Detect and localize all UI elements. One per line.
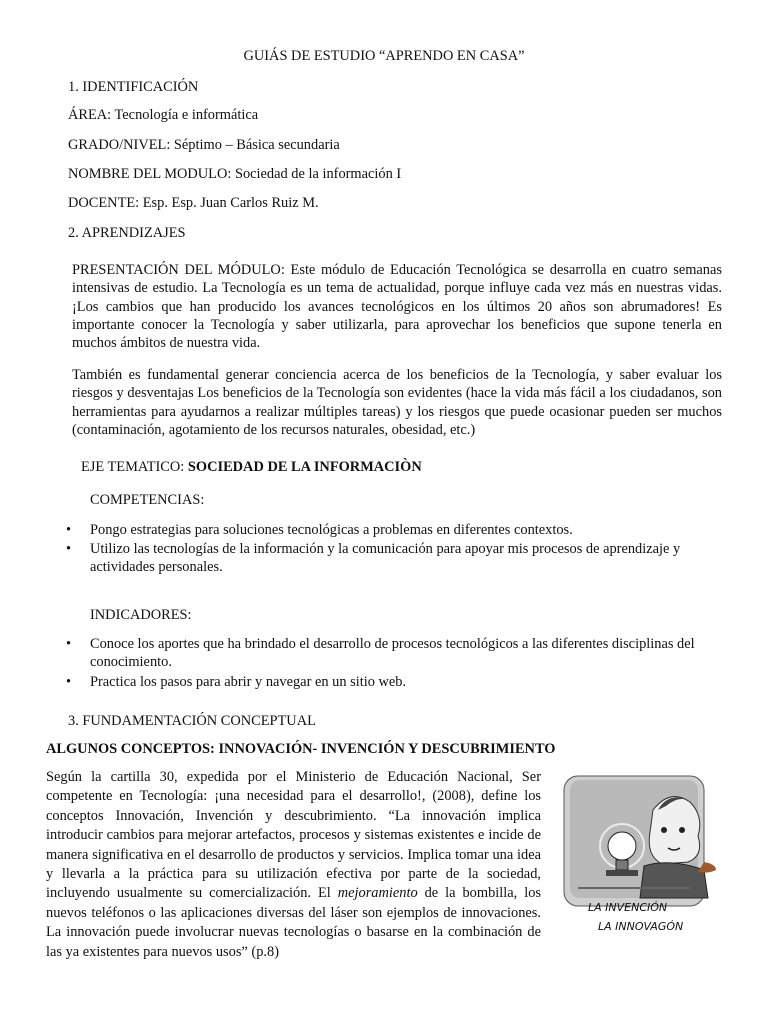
list-item: [66, 540, 726, 576]
bullet-icon: •: [66, 522, 72, 538]
inventor-lightbulb-illustration: [558, 770, 722, 940]
conceptos-heading: ALGUNOS CONCEPTOS: INNOVACIÓN- INVENCIÓN Y DESCUBRIMIENTO: [46, 741, 556, 757]
section-fundamentacion: 3. FUNDAMENTACIÓN CONCEPTUAL: [68, 713, 316, 729]
eje-tematico: [81, 458, 422, 476]
section-identificacion: 1. IDENTIFICACIÓN: [68, 79, 199, 95]
eje-value: SOCIEDAD DE LA INFORMACIÒN: [187, 459, 422, 475]
concept-emphasis: mejoramiento: [337, 885, 418, 902]
area-line: ÁREA: Tecnología e informática: [68, 107, 259, 123]
bullet-icon: •: [66, 541, 72, 557]
concept-text-2: de la bombilla, los nuevos teléfonos o las aplicaciones diversas del láser son ejemplos de innovaciones. La innovación puede involucrar nuevas tecnologías o basarse en la combinación de las ya existentes para nuevos usos” (p.8): [46, 885, 541, 960]
page-title: GUIÁS DE ESTUDIO “APRENDO EN CASA”: [243, 48, 525, 64]
caption-innovacion: LA INNOVAGÓN: [598, 920, 684, 933]
competencia-text: Utilizo las tecnologías de la información y la comunicación para apoyar mis procesos de aprendizaje y actividades personales.: [90, 541, 681, 575]
modulo-line: NOMBRE DEL MODULO: Sociedad de la información I: [68, 166, 402, 182]
docente-line: DOCENTE: Esp. Esp. Juan Carlos Ruiz M.: [68, 195, 319, 211]
competencias-title: COMPETENCIAS:: [90, 492, 205, 508]
caption-invencion: LA INVENCIÓN: [588, 901, 668, 914]
list-item: [66, 673, 726, 691]
indicador-text: Practica los pasos para abrir y navegar en un sitio web.: [90, 674, 407, 690]
presentacion-paragraph: PRESENTACIÓN DEL MÓDULO: Este módulo de Educación Tecnológica se desarrolla en cuatro semanas intensivas de estudio. La Tecnología es un tema de actualidad, porque influye cada vez más en nuestras vidas. ¡Los cambios que han producido los avances tecnológicos en los últimos 20 años son abrumadores! Es importante conocer la Tecnología y saber utilizarla, para aprovechar los beneficios que supone tenerla en muchos ámbitos de nuestra vida.: [72, 262, 722, 352]
eje-label: EJE TEMATICO:: [81, 459, 188, 475]
indicadores-title: INDICADORES:: [90, 607, 192, 623]
list-item: [66, 635, 726, 671]
section-aprendizajes: 2. APRENDIZAJES: [68, 225, 186, 241]
list-item: [66, 521, 726, 539]
tambien-paragraph: También es fundamental generar conciencia acerca de los beneficios de la Tecnología, y saber evaluar los riesgos y desventajas Los beneficios de la Tecnología son evidentes (hace la vida más fácil a los ciudadanos, son herramientas para ayudarnos a realizar múltiples tareas) y los riesgos que puede ocasionar pueden ser muchos (contaminación, agotamiento de los recursos naturales, obesidad, etc.): [72, 367, 722, 438]
grado-line: GRADO/NIVEL: Séptimo – Básica secundaria: [68, 137, 340, 153]
bullet-icon: •: [66, 636, 72, 652]
bullet-icon: •: [66, 674, 72, 690]
indicador-text: Conoce los aportes que ha brindado el desarrollo de procesos tecnológicos a las diferentes disciplinas del conocimiento.: [90, 636, 695, 670]
illustration-drawing: [558, 770, 722, 940]
competencia-text: Pongo estrategias para soluciones tecnológicas a problemas en diferentes contextos.: [90, 522, 573, 538]
concept-text-1: Según la cartilla 30, expedida por el Ministerio de Educación Nacional, Ser competente en Tecnología: ¡una necesidad para el desarrollo!, (2008), define los conceptos Innovación, Invención y descubrimiento. “La innovación implica introducir cambios para mejorar artefactos, procesos y sistemas existentes e incide de manera significativa en el desarrollo de productos y servicios. Implica tomar una idea y llevarla a la práctica para su utilización efectiva por parte de la sociedad, incluyendo usualmente su comercialización. El: [46, 769, 541, 902]
concept-paragraph: [46, 768, 541, 962]
